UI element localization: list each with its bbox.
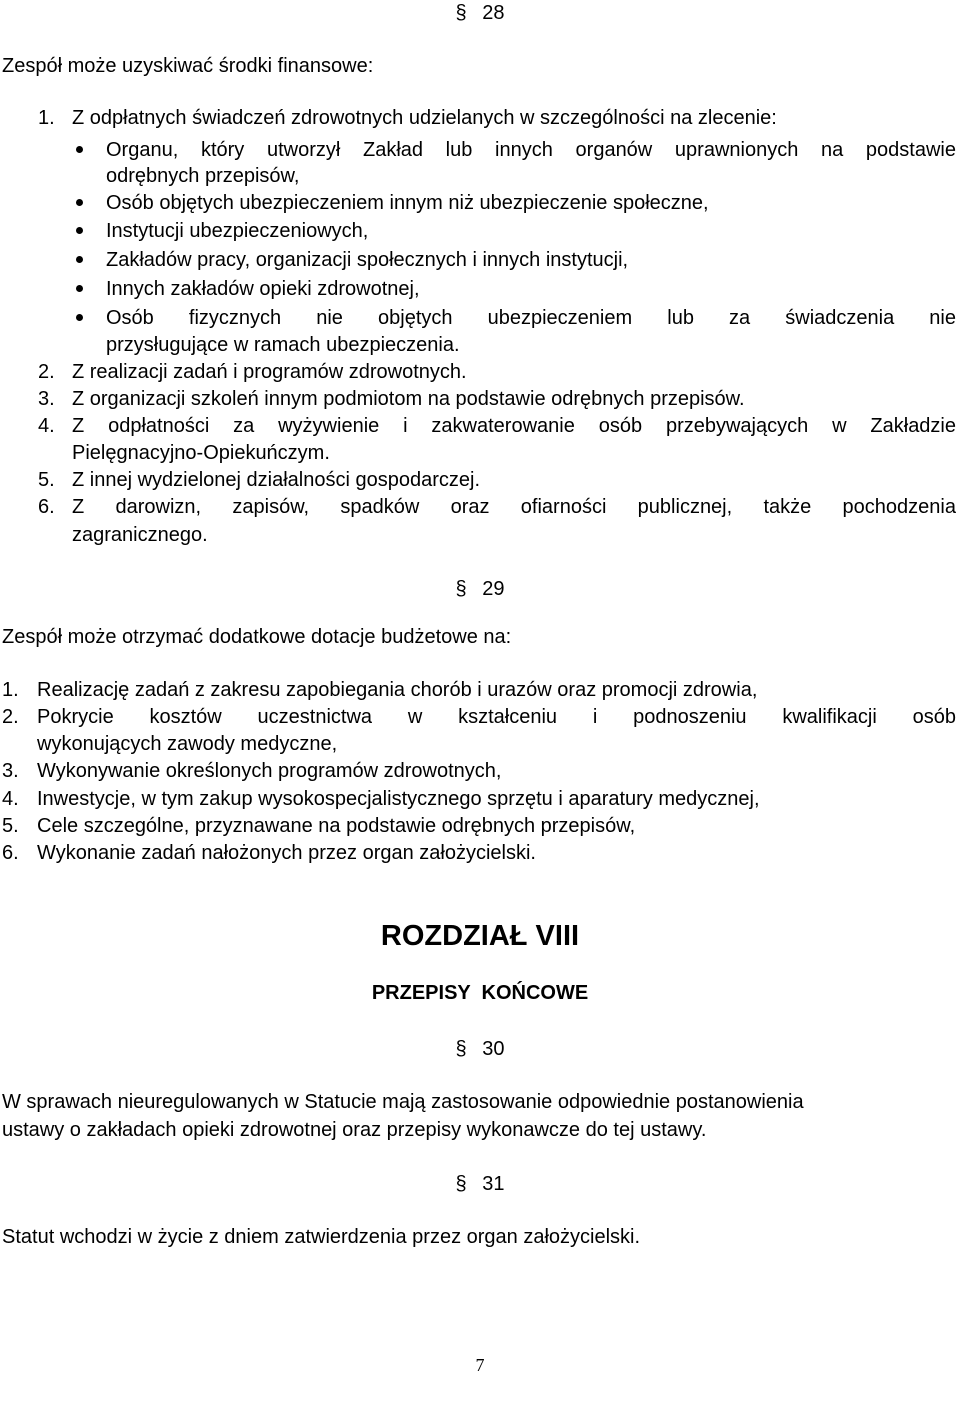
list-item-number: 5. [2, 815, 19, 837]
section-sign: § [455, 2, 467, 24]
list-item-number: 4. [2, 788, 19, 810]
section-sign: § [455, 1173, 467, 1195]
bullet-item-text: Osób objętych ubezpieczeniem innym niż ubezpieczenie społeczne, [106, 192, 709, 214]
bullet-item-text: Organu, który utworzył Zakład lub innych organów uprawnionych na podstawie [106, 139, 956, 161]
bullet-marker [76, 227, 83, 234]
bullet-item-text-cont: przysługujące w ramach ubezpieczenia. [106, 334, 460, 356]
list-item-text: Z innej wydzielonej działalności gospodarczej. [72, 469, 480, 491]
list-item-number: 4. [38, 415, 55, 437]
list-item-number: 6. [38, 496, 55, 518]
list-item-number: 1. [2, 679, 19, 701]
page-number: 7 [475, 1355, 485, 1375]
list-item-number: 5. [38, 469, 55, 491]
list-item-text: Realizację zadań z zakresu zapobiegania chorób i urazów oraz promocji zdrowia, [37, 679, 758, 701]
bullet-item-text: Zakładów pracy, organizacji społecznych i innych instytucji, [106, 249, 629, 271]
section-30-text: W sprawach nieuregulowanych w Statucie mają zastosowanie odpowiednie postanowienia [2, 1091, 804, 1113]
section-number: 28 [482, 2, 505, 24]
list-item-text: Z odpłatnych świadczeń zdrowotnych udzielanych w szczególności na zlecenie: [72, 107, 777, 129]
section-29-heading [0, 576, 960, 602]
section-28-heading [0, 0, 960, 26]
bullet-marker [76, 199, 83, 206]
section-number: 30 [482, 1038, 505, 1060]
list-item-text: Z darowizn, zapisów, spadków oraz ofiarności publicznej, także pochodzenia [72, 496, 956, 518]
list-item-number: 6. [2, 842, 19, 864]
list-item-text: Pokrycie kosztów uczestnictwa w kształceniu i podnoszeniu kwalifikacji osób [37, 706, 956, 728]
section-29-lead: Zespół może otrzymać dodatkowe dotacje budżetowe na: [2, 626, 512, 648]
chapter-subtitle: PRZEPISY KOŃCOWE [371, 982, 589, 1004]
list-item-number: 2. [38, 361, 55, 383]
chapter-title: ROZDZIAŁ VIII [380, 920, 580, 952]
list-item-number: 3. [38, 388, 55, 410]
list-item-text: Cele szczególne, przyznawane na podstawie odrębnych przepisów, [37, 815, 636, 837]
list-item-text: Wykonywanie określonych programów zdrowotnych, [37, 760, 502, 782]
bullet-item-text: Osób fizycznych nie objętych ubezpieczeniem lub za świadczenia nie [106, 307, 956, 329]
list-item-number: 2. [2, 706, 19, 728]
list-item-text: Z realizacji zadań i programów zdrowotnych. [72, 361, 467, 383]
bullet-marker [76, 146, 83, 153]
bullet-marker [76, 256, 83, 263]
section-30-text-cont: ustawy o zakładach opieki zdrowotnej oraz przepisy wykonawcze do tej ustawy. [2, 1119, 707, 1141]
list-item-text-cont: wykonujących zawody medyczne, [37, 733, 338, 755]
section-31-heading [0, 1171, 960, 1197]
list-item-number: 1. [38, 107, 55, 129]
list-item-text: Wykonanie zadań nałożonych przez organ założycielski. [37, 842, 536, 864]
bullet-marker [76, 285, 83, 292]
bullet-item-text-cont: odrębnych przepisów, [106, 165, 300, 187]
section-30-heading [0, 1036, 960, 1062]
list-item-text: Z organizacji szkoleń innym podmiotom na podstawie odrębnych przepisów. [72, 388, 745, 410]
section-sign: § [455, 1038, 467, 1060]
section-sign: § [455, 578, 467, 600]
list-item-number: 3. [2, 760, 19, 782]
section-number: 31 [482, 1173, 505, 1195]
bullet-marker [76, 314, 83, 321]
section-number: 29 [482, 578, 505, 600]
section-31-text: Statut wchodzi w życie z dniem zatwierdzenia przez organ założycielski. [2, 1226, 641, 1248]
list-item-text: Inwestycje, w tym zakup wysokospecjalistycznego sprzętu i aparatury medycznej, [37, 788, 760, 810]
list-item-text: Z odpłatności za wyżywienie i zakwaterowanie osób przebywających w Zakładzie [72, 415, 956, 437]
list-item-text-cont: Pielęgnacyjno-Opiekuńczym. [72, 442, 330, 464]
list-item-text-cont: zagranicznego. [72, 524, 208, 546]
bullet-item-text: Instytucji ubezpieczeniowych, [106, 220, 369, 242]
section-28-lead: Zespół może uzyskiwać środki finansowe: [2, 55, 374, 77]
bullet-item-text: Innych zakładów opieki zdrowotnej, [106, 278, 420, 300]
